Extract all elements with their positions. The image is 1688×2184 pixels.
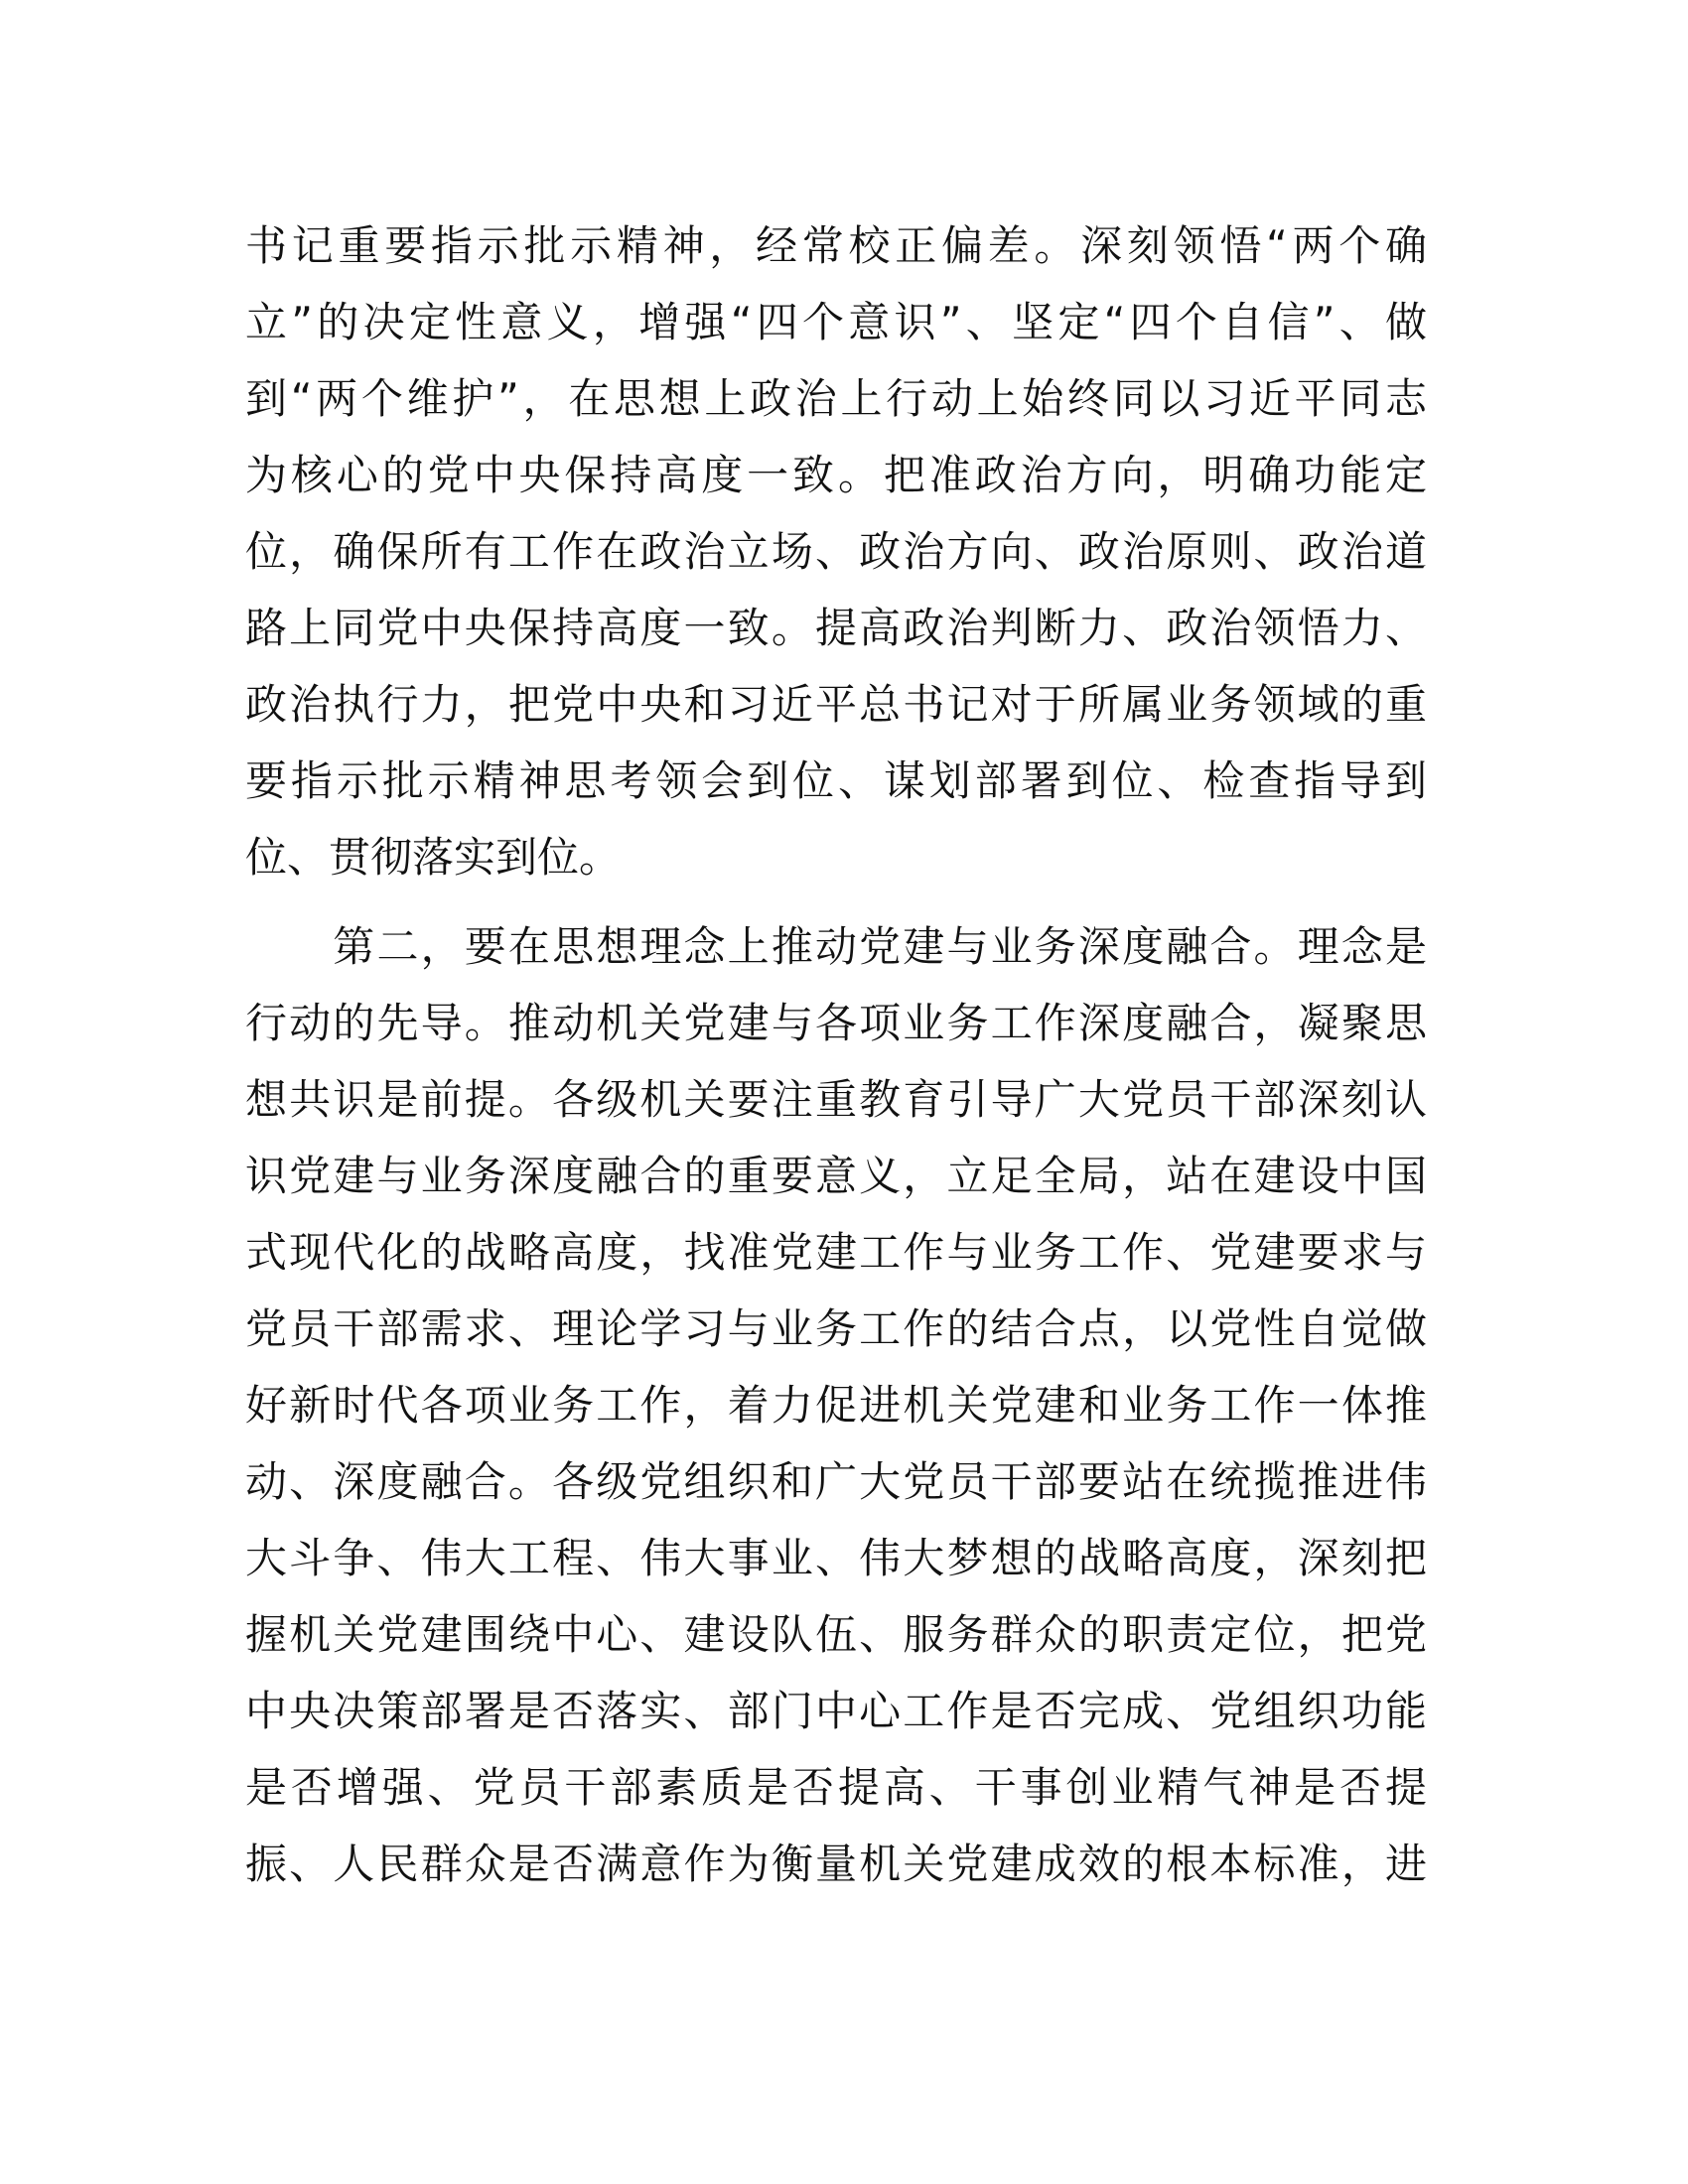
paragraph-2-line: 党员干部需求、理论学习与业务工作的结合点，以党性自觉做 (245, 1304, 1427, 1353)
paragraph-2-line: 式现代化的战略高度，找准党建工作与业务工作、党建要求与 (245, 1228, 1427, 1277)
paragraph-2-line: 中央决策部署是否落实、部门中心工作是否完成、党组织功能 (245, 1687, 1427, 1735)
paragraph-2-line: 大斗争、伟大工程、伟大事业、伟大梦想的战略高度，深刻把 (245, 1534, 1427, 1582)
paragraph-2-line: 行动的先导。推动机关党建与各项业务工作深度融合，凝聚思 (245, 999, 1427, 1047)
paragraph-1-line: 书记重要指示批示精神，经常校正偏差。深刻领悟“两个确 (245, 221, 1427, 270)
paragraph-2-line: 识党建与业务深度融合的重要意义，立足全局，站在建设中国 (245, 1152, 1427, 1200)
paragraph-2-line: 是否增强、党员干部素质是否提高、干事创业精气神是否提 (245, 1763, 1427, 1812)
paragraph-1-line: 路上同党中央保持高度一致。提高政治判断力、政治领悟力、 (245, 604, 1427, 652)
paragraph-1-line: 位、贯彻落实到位。 (245, 833, 622, 882)
paragraph-2-line: 好新时代各项业务工作，着力促进机关党建和业务工作一体推 (245, 1381, 1427, 1430)
paragraph-1-line: 为核心的党中央保持高度一致。把准政治方向，明确功能定 (245, 451, 1427, 499)
paragraph-1-line: 政治执行力，把党中央和习近平总书记对于所属业务领域的重 (245, 680, 1427, 729)
paragraph-2-line: 想共识是前提。各级机关要注重教育引导广大党员干部深刻认 (245, 1075, 1427, 1124)
paragraph-2-line: 握机关党建围绕中心、建设队伍、服务群众的职责定位，把党 (245, 1610, 1427, 1659)
paragraph-1-line: 位，确保所有工作在政治立场、政治方向、政治原则、政治道 (245, 527, 1427, 576)
paragraph-2-line: 动、深度融合。各级党组织和广大党员干部要站在统揽推进伟 (245, 1457, 1427, 1506)
paragraph-2-line: 振、人民群众是否满意作为衡量机关党建成效的根本标准，进 (245, 1840, 1427, 1888)
paragraph-1-line: 要指示批示精神思考领会到位、谋划部署到位、检查指导到 (245, 756, 1427, 805)
paragraph-2-line: 第二，要在思想理念上推动党建与业务深度融合。理念是 (245, 922, 1427, 971)
paragraph-1-line: 到“两个维护”，在思想上政治上行动上始终同以习近平同志 (245, 374, 1427, 423)
paragraph-1-line: 立”的决定性意义，增强“四个意识”、坚定“四个自信”、做 (245, 298, 1427, 346)
